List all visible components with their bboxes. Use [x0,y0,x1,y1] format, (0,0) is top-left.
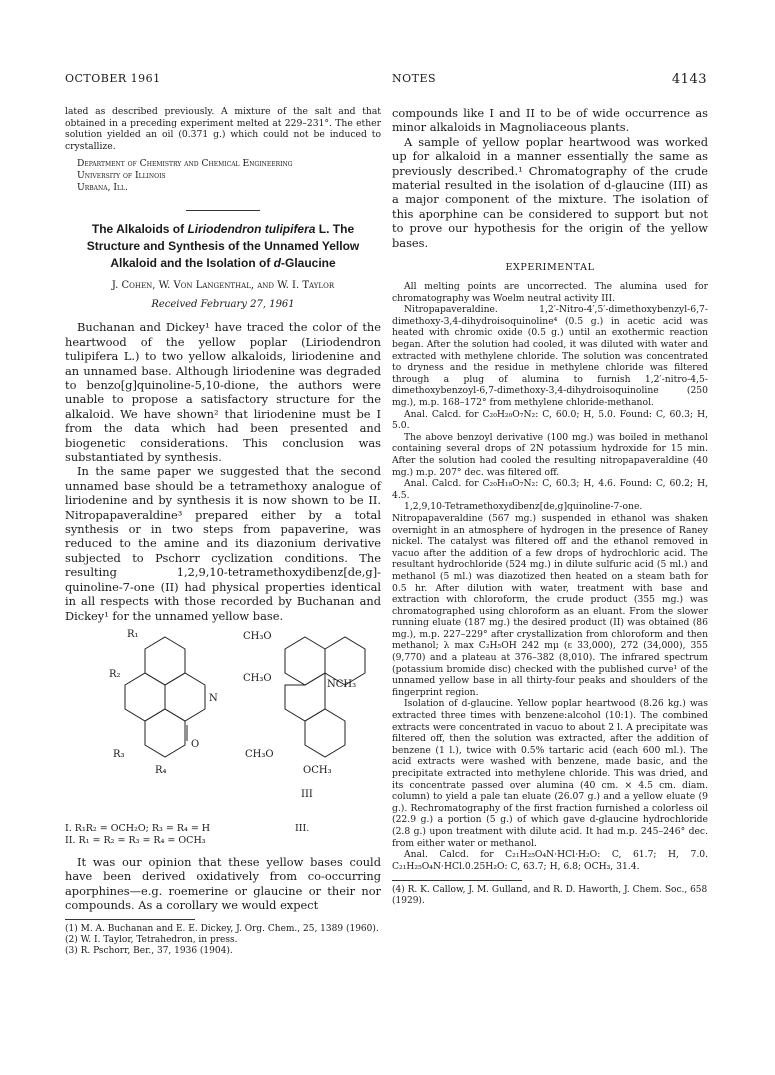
ring [125,673,165,721]
structure-drawing [65,629,381,819]
right-column [392,106,708,907]
paragraph: All melting points are uncorrected. The alumina used for chromatography was Woelm neutral activity III. [392,281,708,304]
paragraph: 1,2,9,10-Tetramethoxydibenz[de,g]quinoline-7-one. Nitropapaveraldine (567 mg.) suspended in ethanol was shaken overnight in an atmosphere of hydrogen in the presence of Raney nickel. The catalyst was filtered off and the ethanol removed in vacuo after the addition of a few drops of hydrochloric acid. The resultant hydrochloride (524 mg.) in dilute sulfuric acid (5 ml.) and methanol (5 ml.) was diazotized then heated on a steam bath for 0.5 hr. After dilution with water, treatment with base and extraction with chloroform, the crude product (355 mg.) was chromatographed using chloroform as an eluant. From the slower running eluate (187 mg.) the desired product (II) was obtained (86 mg.), m.p. 227–229° after crystallization from chloroform and then methanol; λ max C₂H₅OH 242 mμ (ε 33,000), 272 (34,000), 355 (9,770) and a plateau at 376–382 (8,010). The infrared spectrum (potassium bromide disc) checked with the published curve¹ of the unnamed yellow base in all thirty-four peaks and shoulders of the fingerprint region. [392,501,708,698]
affiliation-line: Urbana, Ill. [77,182,128,194]
structure-caption [65,823,381,847]
label-ch3o: CH₃O [245,748,274,760]
caption-i: I. R₁R₂ = OCH₂O; R₃ = R₄ = H [65,822,211,834]
affiliation-line: University of Illinois [77,170,166,182]
ring [165,673,205,721]
paragraph: A sample of yellow poplar heartwood was worked up for alkaloid in a manner essentially the same as previously described.¹ Chromatography of the crude material resulted in the isolation of d-glaucine (III) as a major component of the mixture. The isolation of this aporphine can be considered to support but not to prove our hypothesis for the origin of the yellow bases. [392,134,708,250]
title-part: -Glaucine [281,256,336,271]
label-r2: R₂ [109,668,121,680]
section-heading: EXPERIMENTAL [505,262,595,274]
chemical-structures [65,629,381,819]
paragraph: The above benzoyl derivative (100 mg.) was boiled in methanol containing several drops of 2N potassium hydroxide for 15 min. After the solution had cooled the resulting nitropapaveraldine (40 mg.) m.p. 207° dec. was filtered off. [392,431,708,478]
footnote: (2) W. I. Taylor, Tetrahedron, in press. [65,934,238,945]
footnote: (4) R. K. Callow, J. M. Gulland, and R. D. Haworth, J. Chem. Soc., 658 (1929). [392,885,708,907]
ring [285,673,325,721]
paragraph: Anal. Calcd. for C₂₁H₂₅O₄N·HCl·H₂O: C, 61.7; H, 7.0. C₂₁H₂₅O₄N·HCl.0.25H₂O: C, 63.7; H, 6.8; OCH₃, 31.4. [392,849,708,872]
affiliation [65,158,381,194]
label-r1: R₁ [127,628,139,640]
article-title [65,221,381,272]
caption-ii: II. R₁ = R₂ = R₃ = R₄ = OCH₃ [65,834,206,846]
paragraph: It was our opinion that these yellow bases could have been derived oxidatively from co-occurring aporphines—e.g. roemerine or glaucine or their nor compounds. As a corollary we would expect [65,854,381,913]
ring [305,709,345,757]
label-o: O [191,738,200,750]
label-nch3: NCH₃ [327,678,357,690]
title-part: d [273,256,281,271]
footnote: (3) R. Pschorr, Ber., 37, 1936 (1904). [65,945,233,956]
authors: J. Cohen, W. Von Langenthal, and W. I. Taylor [111,280,335,292]
title-part: L. The Structure and Synthesis of the Unnamed Yellow Alkaloid and the Isolation of [86,222,360,271]
paragraph: In the same paper we suggested that the second unnamed base should be a tetramethoxy analogue of liriodenine and by synthesis it is now shown to be II. Nitropapaveraldine³ prepared either by a total synthesis or in two steps from papaverine, was reduced to the amine and its diazonium derivative subjected to Pschorr cyclization conditions. The resulting 1,2,9,10-tetramethoxydibenz[de,g]-quinoline-7-one (II) had physical properties identical in all respects with those recorded by Buchanan and Dickey¹ for the unnamed yellow base. [65,464,381,623]
label-ch3o: CH₃O [243,630,272,642]
received-date: Received February 27, 1961 [151,299,295,311]
caption-row [65,823,381,835]
affiliation-line: Department of Chemistry and Chemical Engineering [77,158,293,170]
label-ch3o: CH₃O [243,672,272,684]
paragraph: Buchanan and Dickey¹ have traced the color of the heartwood of the yellow poplar (Liriodendron tulipifera L.) to two yellow alkaloids, liriodenine and an unnamed base. Although liriodenine was degraded to benzo[g]quinoline-5,10-dione, the authors were unable to propose a satisfactory structure for the alkaloid. We have shown² that liriodenine must be I from the data which had been presented and biogenetic considerations. This conclusion was substantiated by synthesis. [65,320,381,465]
footnote-divider [392,880,522,881]
paragraph: Anal. Calcd. for C₂₀H₂₀O₇N₂: C, 60.0; H, 5.0. Found: C, 60.3; H, 5.0. [392,408,708,432]
previous-article-end: lated as described previously. A mixture of the salt and that obtained in a preceding experiment melted at 229–231°. The ether solution yielded an oil (0.371 g.) which could not be induced to crystallize. [65,106,381,152]
ring [285,637,325,685]
paragraph: compounds like I and II to be of wide occurrence as minor alkaloids in Magnoliaceous plants. [392,106,708,135]
caption-iii: III. [295,822,310,834]
label-iii: III [301,788,313,800]
ring [325,637,365,685]
paragraph: Anal. Calcd. for C₂₀H₁₈O₇N₂: C, 60.3; H, 4.6. Found: C, 60.2; H, 4.5. [392,478,708,501]
paragraph: Isolation of d-glaucine. Yellow poplar heartwood (8.26 kg.) was extracted three times with benzene:alcohol (10:1). The combined extracts were concentrated in vacuo to about 2 l. A precipitate was filtered off, then the solution was extracted, after the addition of benzene (1 l.), twice with 0.5% tartaric acid (each 600 ml.). The acid extracts were washed with benzene, made basic, and the precipitate extracted into methylene chloride. This was dried, and its concentrate passed over alumina (40 cm. × 4.5 cm. diam. column) to yield a pale tan eluate (26.07 g.) and a yellow eluate (9 g.). Rechromatography of the first fraction furnished a colorless oil (22.9 g.) a portion (5 g.) of which gave d-glaucine hydrochloride (2.8 g.) upon treatment with dilute acid. It had m.p. 245–246° dec. from either water or methanol. [392,698,708,849]
left-column [65,106,381,957]
ring [145,637,185,685]
label-r3: R₃ [113,748,125,760]
label-n: N [209,692,218,704]
title-species: Liriodendron tulipifera [187,222,316,237]
label-och3: OCH₃ [303,764,332,776]
header-section: NOTES [392,72,437,85]
footnote: (1) M. A. Buchanan and E. E. Dickey, J. Org. Chem., 25, 1389 (1960). [65,923,379,934]
title-part: The Alkaloids of [91,222,188,237]
header-page-number: 4143 [671,72,707,87]
ring [145,709,185,757]
header-date: OCTOBER 1961 [65,72,161,85]
paragraph: Nitropapaveraldine. 1,2′-Nitro-4′,5′-dimethoxybenzyl-6,7-dimethoxy-3,4-dihydroisoquinoline⁴ (0.5 g.) in acetic acid was heated with chromic oxide (0.5 g.) until an exothermic reaction began. After the solution had cooled, it was diluted with water and extracted with methylene chloride. The solution was concentrated to dryness and the residue in methylene chloride was filtered through a plug of alumina to furnish 1,2′-nitro-4,5-dimethoxybenzoyl-6,7-dimethoxy-3,4-dihydroisoquinoline (250 mg.), m.p. 168–172° from methylene chloride-methanol. [392,304,708,408]
footnote-divider [65,919,195,920]
divider [186,210,260,211]
label-r4: R₄ [155,764,167,776]
